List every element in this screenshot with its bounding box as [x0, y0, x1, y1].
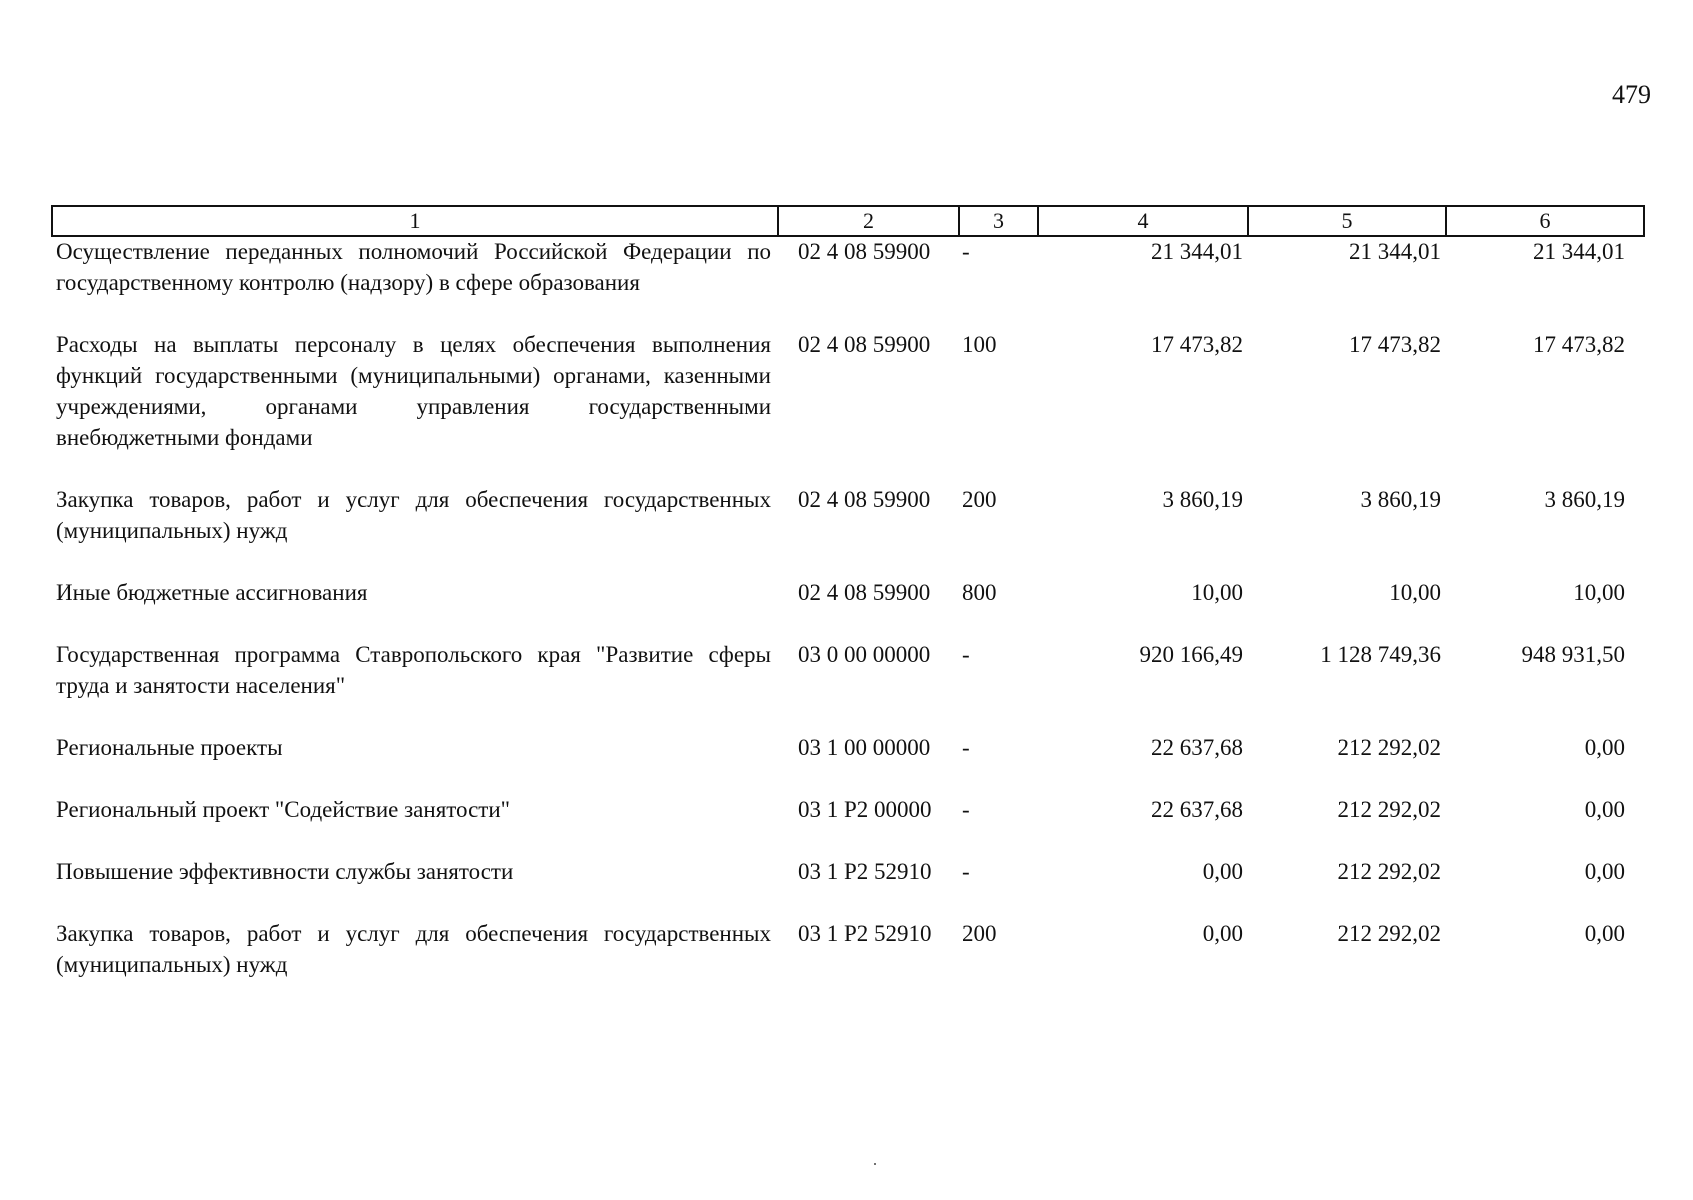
row-value-col6: 3 860,19 [1544, 487, 1625, 512]
row-value-col6: 10,00 [1573, 580, 1625, 605]
row-name: Расходы на выплаты персоналу в целях обеспечения выполнения функций государственными (муниципальными) органами, казенными учреждениями, органами управления государственными внебюджетными фондами [56, 332, 771, 450]
row-value-col6: 0,00 [1584, 797, 1625, 822]
row-value-col4: 21 344,01 [1151, 239, 1243, 264]
row-spacer [51, 763, 1643, 794]
row-target-code: 02 4 08 59900 [798, 332, 931, 357]
row-target-code: 03 1 P2 52910 [798, 921, 932, 946]
table-row [51, 918, 1643, 980]
table-row [51, 236, 1643, 298]
row-value-col6: 0,00 [1584, 921, 1625, 946]
row-name: Государственная программа Ставропольского края "Развитие сферы труда и занятости населения" [56, 642, 771, 698]
row-expense-type: 200 [962, 487, 997, 512]
budget-table [51, 236, 1643, 980]
row-value-col5: 212 292,02 [1337, 921, 1441, 946]
row-value-col6: 0,00 [1584, 859, 1625, 884]
row-name: Иные бюджетные ассигнования [56, 580, 368, 605]
row-value-col6: 948 931,50 [1521, 642, 1625, 667]
row-spacer [51, 453, 1643, 484]
row-value-col4: 3 860,19 [1162, 487, 1243, 512]
row-expense-type: - [962, 239, 970, 264]
header-col-5: 5 [1248, 206, 1446, 236]
row-name: Повышение эффективности службы занятости [56, 859, 514, 884]
table-row [51, 639, 1643, 701]
row-value-col5: 21 344,01 [1349, 239, 1441, 264]
row-value-col4: 0,00 [1202, 921, 1243, 946]
row-value-col5: 17 473,82 [1349, 332, 1441, 357]
header-col-6: 6 [1446, 206, 1644, 236]
row-name: Региональные проекты [56, 735, 283, 760]
row-value-col5: 212 292,02 [1337, 797, 1441, 822]
table-row [51, 329, 1643, 453]
header-col-3: 3 [959, 206, 1038, 236]
header-col-4: 4 [1038, 206, 1248, 236]
row-target-code: 02 4 08 59900 [798, 239, 931, 264]
row-spacer [51, 546, 1643, 577]
row-value-col4: 920 166,49 [1139, 642, 1243, 667]
row-value-col6: 0,00 [1584, 735, 1625, 760]
row-value-col4: 17 473,82 [1151, 332, 1243, 357]
scan-speck [874, 1163, 876, 1165]
row-expense-type: 100 [962, 332, 997, 357]
row-target-code: 03 1 00 00000 [798, 735, 931, 760]
header-col-2: 2 [778, 206, 959, 236]
row-value-col5: 10,00 [1389, 580, 1441, 605]
row-spacer [51, 298, 1643, 329]
column-number-header [51, 205, 1645, 237]
table-row [51, 856, 1643, 887]
table-row [51, 794, 1643, 825]
table-row [51, 484, 1643, 546]
row-name: Закупка товаров, работ и услуг для обеспечения государственных (муниципальных) нужд [56, 487, 771, 543]
row-expense-type: - [962, 642, 970, 667]
row-spacer [51, 608, 1643, 639]
row-spacer [51, 825, 1643, 856]
row-value-col5: 1 128 749,36 [1320, 642, 1441, 667]
row-target-code: 03 1 P2 00000 [798, 797, 932, 822]
row-target-code: 02 4 08 59900 [798, 487, 931, 512]
row-value-col4: 10,00 [1191, 580, 1243, 605]
row-value-col4: 0,00 [1202, 859, 1243, 884]
row-expense-type: - [962, 859, 970, 884]
row-spacer [51, 701, 1643, 732]
row-value-col6: 17 473,82 [1533, 332, 1625, 357]
row-spacer [51, 887, 1643, 918]
row-value-col4: 22 637,68 [1151, 797, 1243, 822]
table-row [51, 732, 1643, 763]
row-value-col5: 3 860,19 [1360, 487, 1441, 512]
row-name: Осуществление переданных полномочий Российской Федерации по государственному контролю (надзору) в сфере образования [56, 239, 771, 295]
row-expense-type: - [962, 797, 970, 822]
row-target-code: 03 0 00 00000 [798, 642, 931, 667]
row-value-col4: 22 637,68 [1151, 735, 1243, 760]
row-name: Региональный проект "Содействие занятости" [56, 797, 511, 822]
page-number: 479 [1612, 80, 1651, 109]
header-col-1: 1 [52, 206, 778, 236]
budget-table-body [51, 236, 1643, 980]
row-value-col5: 212 292,02 [1337, 859, 1441, 884]
table-row [51, 577, 1643, 608]
row-expense-type: - [962, 735, 970, 760]
row-expense-type: 200 [962, 921, 997, 946]
row-target-code: 03 1 P2 52910 [798, 859, 932, 884]
header-row [52, 206, 1644, 236]
row-name: Закупка товаров, работ и услуг для обеспечения государственных (муниципальных) нужд [56, 921, 771, 977]
row-value-col5: 212 292,02 [1337, 735, 1441, 760]
row-value-col6: 21 344,01 [1533, 239, 1625, 264]
row-target-code: 02 4 08 59900 [798, 580, 931, 605]
row-expense-type: 800 [962, 580, 997, 605]
